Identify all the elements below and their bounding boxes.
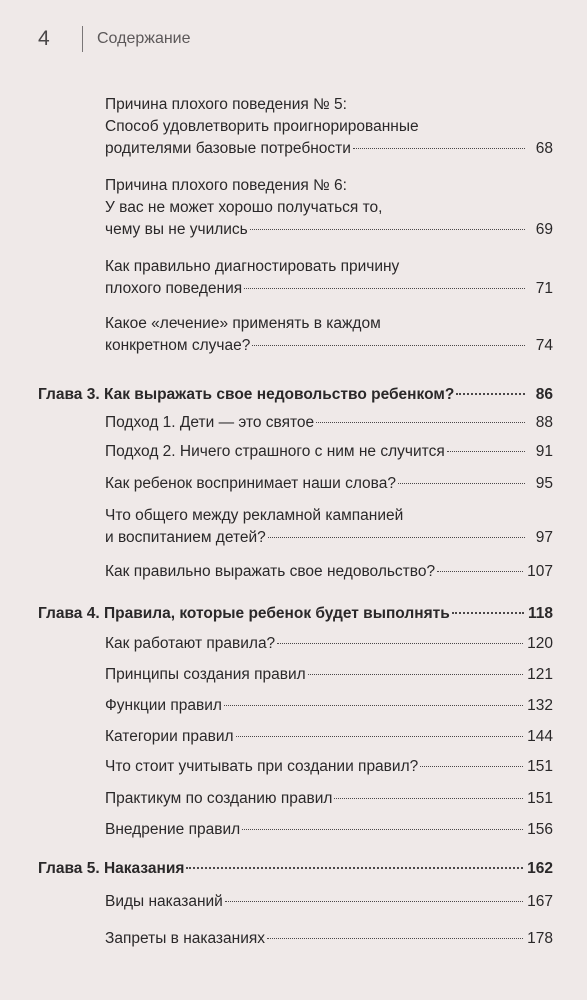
toc-entry-title: Функции правил xyxy=(105,697,222,714)
toc-page-number: 68 xyxy=(535,140,553,157)
dot-leader xyxy=(250,229,525,230)
dot-leader xyxy=(267,938,523,939)
toc-entry xyxy=(105,94,553,160)
toc-entry-title: конкретном случае? xyxy=(105,337,251,354)
toc-page-number: 132 xyxy=(527,697,553,714)
toc-entry-title: чему вы не учились xyxy=(105,221,248,238)
toc-entry xyxy=(105,561,553,583)
toc-entry-title-line: Способ удовлетворить проигнорированные xyxy=(105,118,419,135)
toc-entry-title: и воспитанием детей? xyxy=(105,529,266,546)
toc-entry-title-line: У вас не может хорошо получаться то, xyxy=(105,199,383,216)
toc-entry xyxy=(105,788,553,810)
toc-entry-title: Внедрение правил xyxy=(105,821,241,838)
dot-leader xyxy=(334,798,523,799)
toc-entry-title-line: Причина плохого поведения № 5: xyxy=(105,96,347,113)
toc-entry xyxy=(105,756,553,778)
toc-page-number: 121 xyxy=(527,666,553,683)
toc-chapter-entry xyxy=(38,858,553,880)
toc-chapter-entry xyxy=(38,384,553,406)
dot-leader xyxy=(308,674,523,675)
toc-entry xyxy=(105,505,553,549)
dot-leader xyxy=(242,829,523,830)
toc-entry-title: Категории правил xyxy=(105,728,234,745)
dot-leader xyxy=(236,736,524,737)
running-title: Содержание xyxy=(97,30,191,47)
dot-leader xyxy=(353,148,525,149)
toc-entry xyxy=(105,664,553,686)
toc-entry xyxy=(105,441,553,463)
toc-page-number: 88 xyxy=(535,414,553,431)
dot-leader xyxy=(225,901,523,902)
toc-page-number: 167 xyxy=(527,893,553,910)
toc-entry xyxy=(105,633,553,655)
dot-leader xyxy=(224,705,523,706)
toc-entry-title: Подход 1. Дети — это святое xyxy=(105,414,315,431)
toc-page-number: 120 xyxy=(527,635,553,652)
dot-leader xyxy=(252,345,525,346)
toc-entry-title: родителями базовые потребности xyxy=(105,140,351,157)
toc-entry-title-line: Причина плохого поведения № 6: xyxy=(105,177,347,194)
toc-entry xyxy=(105,256,553,300)
toc-entry xyxy=(105,928,553,950)
toc-page-number: 107 xyxy=(527,563,553,580)
toc-entry-title: Подход 2. Ничего страшного с ним не случится xyxy=(105,443,445,460)
dot-leader xyxy=(316,422,525,423)
dot-leader xyxy=(186,867,523,869)
toc-entry-title: Глава 5. Наказания xyxy=(38,860,185,877)
dot-leader xyxy=(456,393,525,395)
toc-page-number: 91 xyxy=(535,443,553,460)
toc-entry-title: Глава 3. Как выражать свое недовольство ребенком? xyxy=(38,386,455,403)
dot-leader xyxy=(437,571,523,572)
toc-page-number: 95 xyxy=(535,475,553,492)
toc-entry xyxy=(105,726,553,748)
dot-leader xyxy=(244,288,525,289)
toc-entry-title-line: Что общего между рекламной кампанией xyxy=(105,507,404,524)
toc-entry xyxy=(105,412,553,434)
toc-entry xyxy=(105,175,553,241)
toc-page-number: 178 xyxy=(527,930,553,947)
toc-page-number: 151 xyxy=(527,790,553,807)
toc-entry-title: Глава 4. Правила, которые ребенок будет выполнять xyxy=(38,605,450,622)
toc-entry-title: Виды наказаний xyxy=(105,893,223,910)
toc-entry-title: Как работают правила? xyxy=(105,635,276,652)
toc-entry-title-line: Как правильно диагностировать причину xyxy=(105,258,400,275)
toc-chapter-entry xyxy=(38,603,553,625)
toc-entry xyxy=(105,891,553,913)
toc-page-number: 71 xyxy=(535,280,553,297)
toc-entry-title: плохого поведения xyxy=(105,280,243,297)
dot-leader xyxy=(398,483,525,484)
toc-page-number: 86 xyxy=(535,386,553,403)
toc-entry-title: Принципы создания правил xyxy=(105,666,306,683)
toc-entry-title: Как ребенок воспринимает наши слова? xyxy=(105,475,396,492)
toc-entry-title: Запреты в наказаниях xyxy=(105,930,266,947)
toc-page-number: 118 xyxy=(527,605,553,622)
toc-entry-title-line: Какое «лечение» применять в каждом xyxy=(105,315,381,332)
toc-entry xyxy=(105,313,553,357)
toc-entry xyxy=(105,819,553,841)
toc-entry-title: Практикум по созданию правил xyxy=(105,790,333,807)
dot-leader xyxy=(420,766,523,767)
page-number: 4 xyxy=(38,27,50,50)
toc-entry xyxy=(105,695,553,717)
toc-page-number: 144 xyxy=(527,728,553,745)
dot-leader xyxy=(447,451,525,452)
toc-entry-title: Как правильно выражать свое недовольство? xyxy=(105,563,436,580)
toc-page-number: 69 xyxy=(535,221,553,238)
toc-page-number: 162 xyxy=(527,860,553,877)
toc-entry-title: Что стоит учитывать при создании правил? xyxy=(105,758,419,775)
toc-page-number: 74 xyxy=(535,337,553,354)
toc-page-number: 97 xyxy=(535,529,553,546)
toc-page-number: 151 xyxy=(527,758,553,775)
dot-leader xyxy=(277,643,523,644)
header-divider xyxy=(82,26,83,52)
toc-entry xyxy=(105,473,553,495)
page-header xyxy=(38,22,191,56)
dot-leader xyxy=(268,537,525,538)
dot-leader xyxy=(452,612,524,614)
toc-page-number: 156 xyxy=(527,821,553,838)
